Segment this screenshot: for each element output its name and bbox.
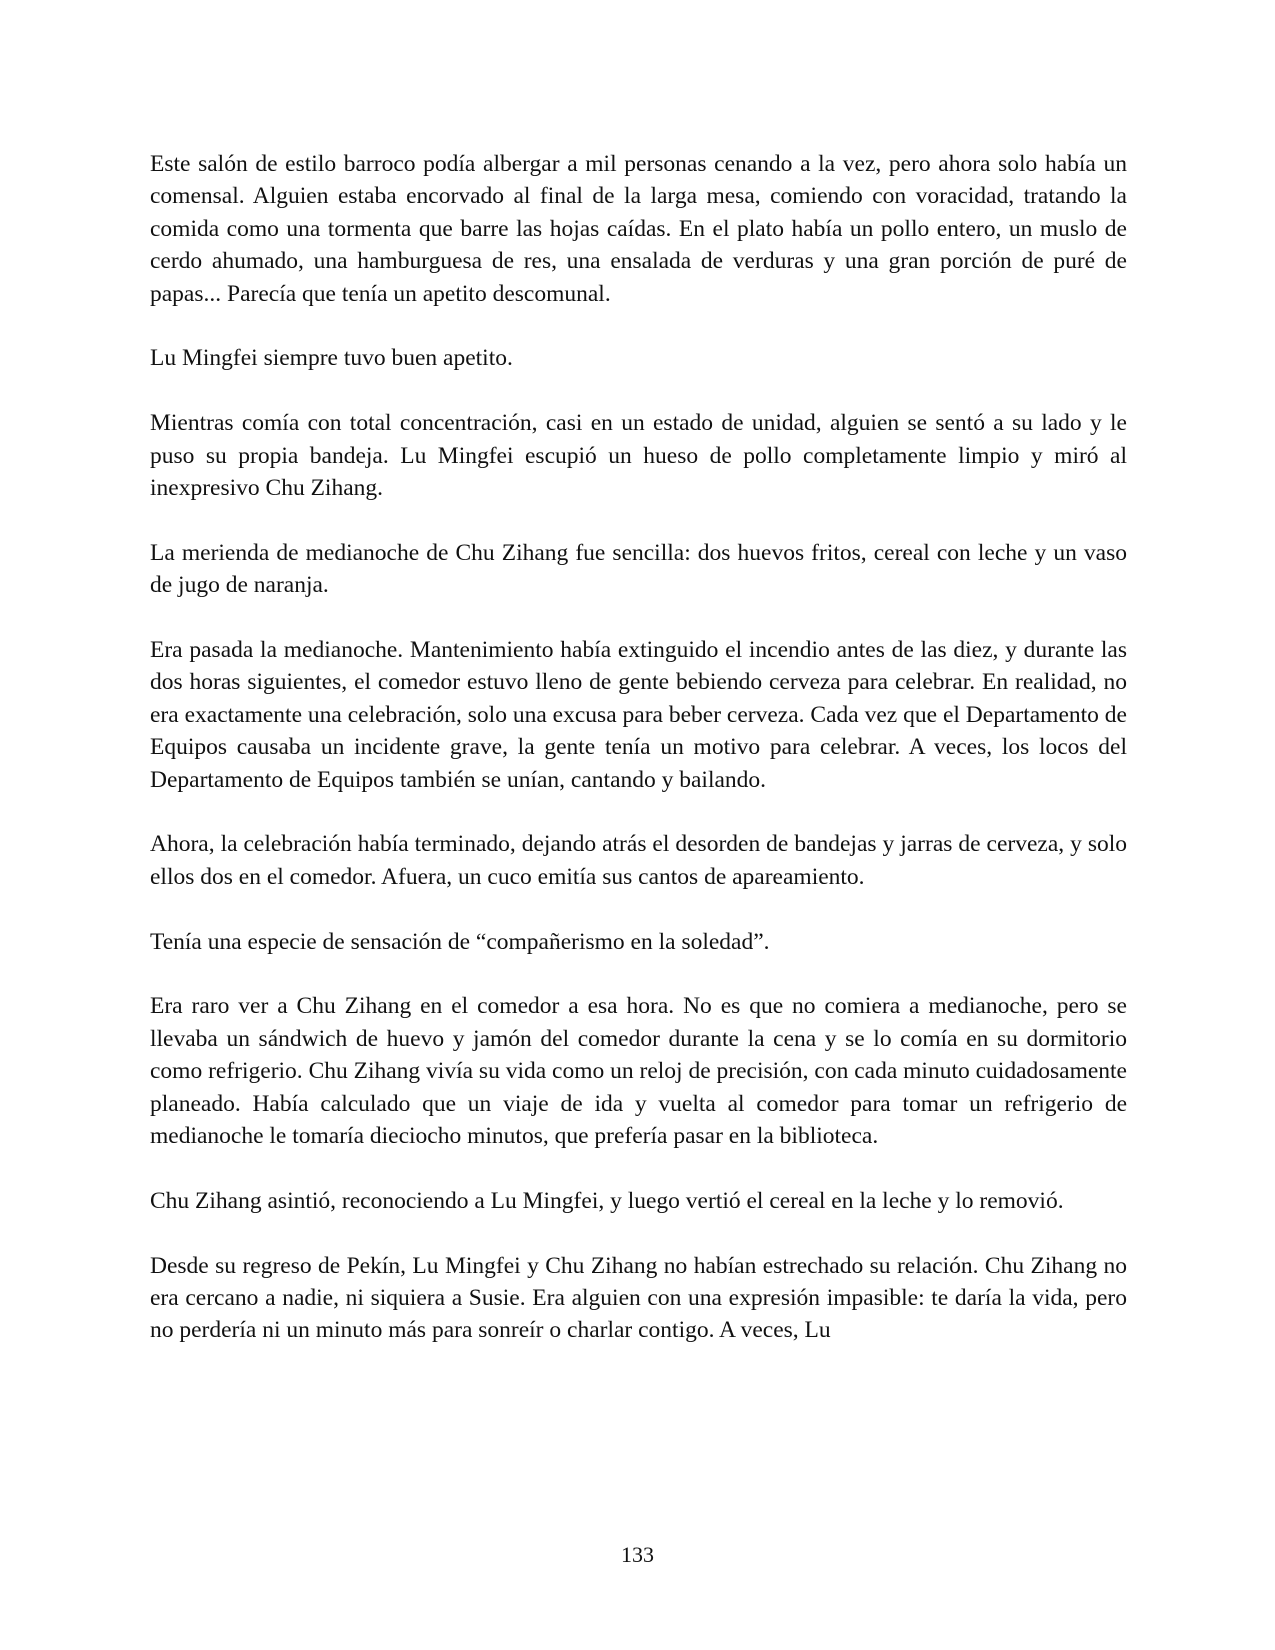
page-number: 133: [621, 1542, 654, 1567]
paragraph: Lu Mingfei siempre tuvo buen apetito.: [150, 345, 513, 372]
paragraph: Chu Zihang asintió, reconociendo a Lu Mingfei, y luego vertió el cereal en la leche y lo removió.: [150, 1187, 1064, 1214]
paragraph: Mientras comía con total concentración, casi en un estado de unidad, alguien se sentó a su lado y le puso su propia bandeja. Lu Mingfei escupió un hueso de pollo completamente limpio y miró al inexpresivo Chu Zihang.: [150, 410, 1127, 502]
page-body: [150, 148, 1127, 1347]
paragraph: La merienda de medianoche de Chu Zihang fue sencilla: dos huevos fritos, cereal con leche y un vaso de jugo de naranja.: [150, 539, 1127, 599]
paragraph: Era pasada la medianoche. Mantenimiento había extinguido el incendio antes de las diez, y durante las dos horas siguientes, el comedor estuvo lleno de gente bebiendo cerveza para celebrar. En realidad, no era exactamente una celebración, solo una excusa para beber cerveza. Cada vez que el Departamento de Equipos causaba un incidente grave, la gente tenía un motivo para celebrar. A veces, los locos del Departamento de Equipos también se unían, cantando y bailando.: [150, 637, 1127, 793]
paragraph: Era raro ver a Chu Zihang en el comedor a esa hora. No es que no comiera a medianoche, pero se llevaba un sándwich de huevo y jamón del comedor durante la cena y se lo comía en su dormitorio como refrigerio. Chu Zihang vivía su vida como un reloj de precisión, con cada minuto cuidadosamente planeado. Había calculado que un viaje de ida y vuelta al comedor para tomar un refrigerio de medianoche le tomaría dieciocho minutos, que prefería pasar en la biblioteca.: [150, 993, 1127, 1150]
paragraph: Desde su regreso de Pekín, Lu Mingfei y Chu Zihang no habían estrechado su relación. Chu Zihang no era cercano a nadie, ni siquiera a Susie. Era alguien con una expresión impasible: te daría la vida, pero no perdería ni un minuto más para sonreír o charlar contigo. A veces, Lu: [150, 1252, 1127, 1344]
paragraph: Tenía una especie de sensación de “compañerismo en la soledad”.: [150, 928, 770, 955]
paragraph: Este salón de estilo barroco podía albergar a mil personas cenando a la vez, pero ahora solo había un comensal. Alguien estaba encorvado al final de la larga mesa, comiendo con voracidad, tratando la comida como una tormenta que barre las hojas caídas. En el plato había un pollo entero, un muslo de cerdo ahumado, una hamburguesa de res, una ensalada de verduras y una gran porción de puré de papas... Parecía que tenía un apetito descomunal.: [150, 151, 1127, 307]
paragraph: Ahora, la celebración había terminado, dejando atrás el desorden de bandejas y jarras de cerveza, y solo ellos dos en el comedor. Afuera, un cuco emitía sus cantos de apareamiento.: [150, 831, 1127, 890]
